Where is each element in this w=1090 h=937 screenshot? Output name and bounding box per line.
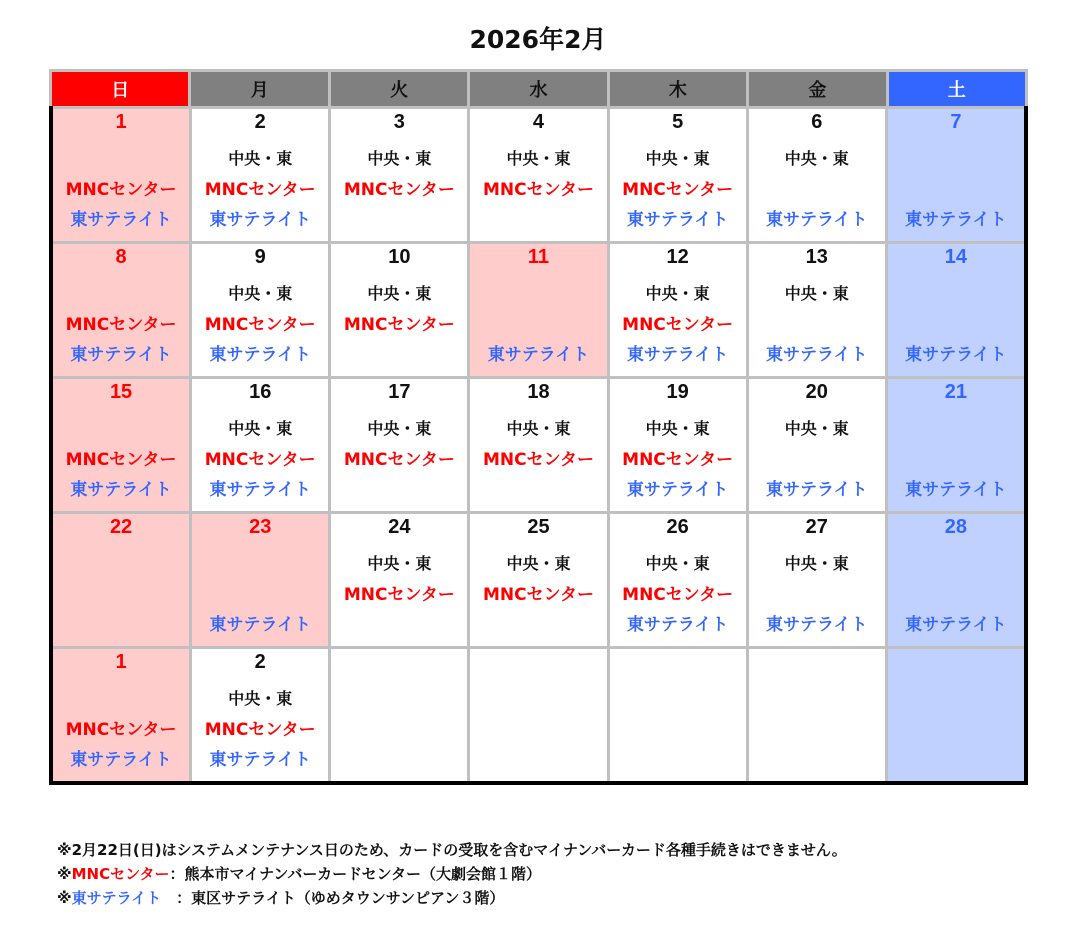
weekday-fri: 金	[749, 72, 885, 106]
weekday-mon: 月	[191, 72, 327, 106]
service-east-satellite: 東サテライト	[209, 480, 311, 500]
day-number: 4	[532, 111, 545, 133]
service-east-satellite: 東サテライト	[626, 210, 729, 230]
calendar-day-cell	[749, 379, 885, 511]
service-mnc-center: MNCセンター	[204, 315, 316, 335]
service-east-satellite: 東サテライト	[766, 615, 868, 635]
calendar-day-cell	[888, 514, 1024, 646]
note-mark: ※	[57, 889, 72, 907]
service-central-east: 中央・東	[228, 149, 293, 168]
service-mnc-center: MNCセンター	[204, 180, 316, 200]
service-east-satellite: 東サテライト	[209, 210, 311, 230]
calendar-day-cell	[53, 514, 189, 646]
calendar-day-cell	[53, 379, 189, 511]
calendar-day-cell	[610, 244, 746, 376]
day-number: 27	[805, 516, 828, 538]
day-number: 6	[811, 111, 823, 133]
calendar-day-cell	[53, 244, 189, 376]
service-east-satellite: 東サテライト	[209, 345, 311, 365]
calendar-body	[49, 106, 1028, 785]
day-number: 11	[527, 246, 550, 268]
day-number: 2	[254, 111, 266, 133]
day-number: 20	[805, 381, 828, 403]
calendar-day-cell	[610, 379, 746, 511]
service-central-east: 中央・東	[645, 284, 710, 303]
note-mark: ※	[57, 865, 72, 883]
day-number: 3	[393, 111, 405, 133]
day-number: 1	[115, 111, 127, 133]
service-mnc-center: MNCセンター	[204, 450, 316, 470]
service-mnc-center: MNCセンター	[483, 450, 594, 470]
service-central-east: 中央・東	[367, 554, 432, 573]
service-east-satellite: 東サテライト	[209, 750, 311, 770]
service-east-satellite: 東サテライト	[70, 480, 172, 500]
note-east	[57, 886, 847, 910]
service-central-east: 中央・東	[784, 284, 849, 303]
calendar-day-cell	[470, 514, 606, 646]
service-central-east: 中央・東	[506, 149, 571, 168]
note-mnc-key: MNCセンター	[71, 865, 170, 883]
day-number: 7	[950, 111, 962, 133]
calendar-day-cell	[192, 109, 328, 241]
service-east-satellite: 東サテライト	[766, 345, 868, 365]
service-east-satellite: 東サテライト	[70, 210, 172, 230]
calendar-day-cell	[331, 379, 467, 511]
calendar-day-cell	[888, 109, 1024, 241]
day-number: 15	[109, 381, 133, 403]
service-mnc-center: MNCセンター	[622, 450, 734, 470]
day-number: 24	[388, 516, 411, 538]
day-number: 10	[388, 246, 411, 268]
service-east-satellite: 東サテライト	[905, 210, 1007, 230]
day-number: 18	[527, 381, 550, 403]
day-number: 14	[944, 246, 968, 268]
calendar-day-cell	[331, 514, 467, 646]
service-mnc-center: MNCセンター	[343, 450, 455, 470]
note-mnc-text: ：熊本市マイナンバーカードセンター（大劇会館１階）	[169, 865, 542, 883]
service-east-satellite: 東サテライト	[766, 480, 868, 500]
service-east-satellite: 東サテライト	[209, 615, 311, 635]
calendar-day-cell	[470, 109, 606, 241]
service-mnc-center: MNCセンター	[65, 315, 177, 335]
weekday-tue: 火	[331, 72, 467, 106]
service-east-satellite: 東サテライト	[766, 210, 868, 230]
service-east-satellite: 東サテライト	[70, 345, 172, 365]
weekday-sat: 土	[889, 72, 1025, 106]
day-number: 21	[944, 381, 968, 403]
day-number: 9	[254, 246, 266, 268]
service-east-satellite: 東サテライト	[626, 345, 729, 365]
service-east-satellite: 東サテライト	[905, 480, 1007, 500]
calendar-day-cell	[331, 109, 467, 241]
service-east-satellite: 東サテライト	[70, 750, 172, 770]
day-number: 8	[115, 246, 127, 268]
calendar-day-cell	[888, 649, 1024, 781]
calendar-day-cell	[192, 379, 328, 511]
note-mnc	[57, 862, 847, 886]
service-central-east: 中央・東	[228, 284, 293, 303]
calendar-day-cell	[53, 109, 189, 241]
service-mnc-center: MNCセンター	[622, 315, 734, 335]
service-mnc-center: MNCセンター	[65, 180, 177, 200]
calendar-day-cell	[749, 649, 885, 781]
day-number: 22	[109, 516, 133, 538]
day-number: 1	[115, 651, 127, 673]
service-central-east: 中央・東	[367, 284, 432, 303]
weekday-wed: 水	[470, 72, 606, 106]
service-mnc-center: MNCセンター	[65, 450, 177, 470]
calendar-day-cell	[192, 244, 328, 376]
calendar-day-cell	[610, 514, 746, 646]
weekday-header-row	[49, 69, 1028, 106]
service-central-east: 中央・東	[367, 149, 432, 168]
calendar-day-cell	[888, 379, 1024, 511]
service-mnc-center: MNCセンター	[343, 585, 455, 605]
calendar-title: 2026年2月	[469, 25, 607, 54]
service-mnc-center: MNCセンター	[622, 585, 734, 605]
service-mnc-center: MNCセンター	[622, 180, 734, 200]
day-number: 5	[672, 111, 684, 133]
service-central-east: 中央・東	[784, 554, 849, 573]
note-east-text: ：東区サテライト（ゆめタウンサンピアン３階）	[161, 889, 505, 907]
calendar-day-cell	[610, 109, 746, 241]
service-mnc-center: MNCセンター	[343, 315, 455, 335]
day-number: 16	[249, 381, 272, 403]
day-number: 13	[805, 246, 828, 268]
calendar-day-cell	[749, 109, 885, 241]
weekday-sun: 日	[52, 72, 188, 106]
service-mnc-center: MNCセンター	[483, 585, 594, 605]
day-number: 2	[254, 651, 266, 673]
service-central-east: 中央・東	[228, 689, 293, 708]
service-east-satellite: 東サテライト	[905, 345, 1007, 365]
service-mnc-center: MNCセンター	[204, 720, 316, 740]
service-central-east: 中央・東	[506, 419, 571, 438]
calendar-day-cell	[470, 649, 606, 781]
service-east-satellite: 東サテライト	[626, 480, 729, 500]
day-number: 12	[666, 246, 689, 268]
calendar-day-cell	[749, 244, 885, 376]
service-east-satellite: 東サテライト	[487, 345, 590, 365]
service-east-satellite: 東サテライト	[626, 615, 729, 635]
footnotes	[57, 838, 847, 910]
calendar-day-cell	[53, 649, 189, 781]
calendar-day-cell	[610, 649, 746, 781]
calendar-day-cell	[888, 244, 1024, 376]
calendar-day-cell	[192, 514, 328, 646]
day-number: 19	[666, 381, 689, 403]
day-number: 28	[944, 516, 968, 538]
calendar-day-cell	[470, 244, 606, 376]
service-central-east: 中央・東	[506, 554, 571, 573]
day-number: 23	[249, 516, 272, 538]
service-central-east: 中央・東	[367, 419, 432, 438]
service-central-east: 中央・東	[228, 419, 293, 438]
service-mnc-center: MNCセンター	[65, 720, 177, 740]
service-central-east: 中央・東	[645, 554, 710, 573]
calendar-day-cell	[331, 244, 467, 376]
calendar-day-cell	[749, 514, 885, 646]
day-number: 17	[388, 381, 411, 403]
service-east-satellite: 東サテライト	[905, 615, 1007, 635]
calendar-day-cell	[470, 379, 606, 511]
service-mnc-center: MNCセンター	[483, 180, 594, 200]
note-maintenance: ※2月22日(日)はシステムメンテナンス日のため、カードの受取を含むマイナンバーカード各種手続きはできません。	[57, 841, 847, 859]
service-mnc-center: MNCセンター	[343, 180, 455, 200]
service-central-east: 中央・東	[784, 149, 849, 168]
service-central-east: 中央・東	[784, 419, 849, 438]
note-east-key: 東サテライト	[71, 889, 162, 907]
calendar	[49, 69, 1028, 785]
service-central-east: 中央・東	[645, 149, 710, 168]
day-number: 26	[666, 516, 689, 538]
day-number: 25	[527, 516, 550, 538]
calendar-day-cell	[192, 649, 328, 781]
calendar-day-cell	[331, 649, 467, 781]
weekday-thu: 木	[610, 72, 746, 106]
service-central-east: 中央・東	[645, 419, 710, 438]
